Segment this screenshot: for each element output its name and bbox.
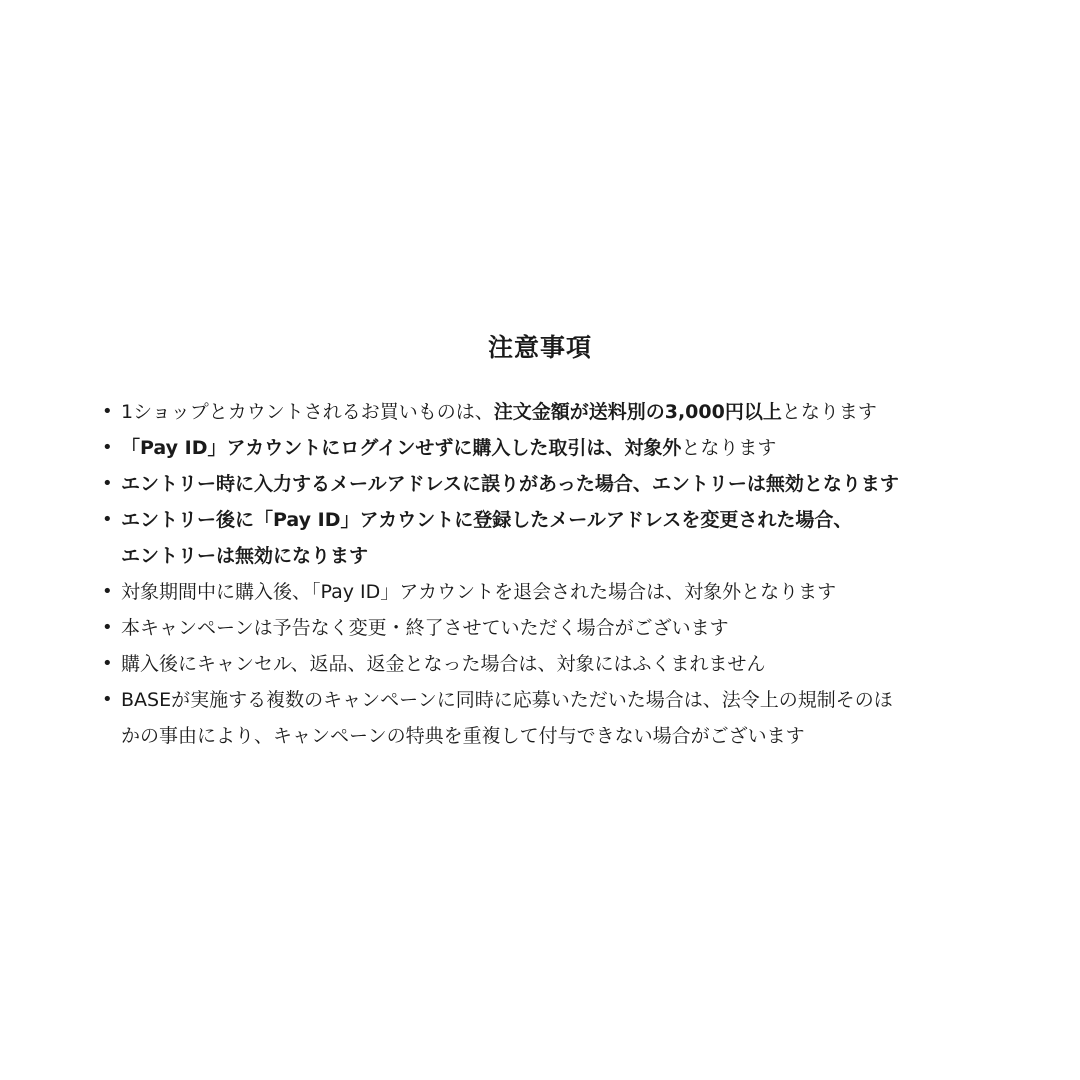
notice-text-bold: エントリー後に「Pay ID」アカウントに登録したメールアドレスを変更された場合、 [121, 509, 853, 531]
notice-text-bold: 注文金額が送料別の3,000円以上 [493, 401, 782, 423]
notice-text: となります [781, 401, 877, 423]
notice-text: となります [681, 437, 777, 459]
bullet-marker: • [102, 437, 113, 458]
notice-text: 1ショップとカウントされるお買いものは、 [121, 401, 494, 423]
notice-text-bold: エントリー時に入力するメールアドレスに誤りがあった場合、エントリーは無効となります [121, 473, 899, 495]
notice-item [102, 682, 1002, 754]
notice-text: 購入後にキャンセル、返品、返金となった場合は、対象にはふくまれません [121, 653, 766, 675]
bullet-marker: • [102, 653, 113, 674]
notice-item [102, 466, 1002, 502]
notice-item-line [121, 610, 1002, 646]
bullet-marker: • [102, 581, 113, 602]
notice-text: 対象期間中に購入後、「Pay ID」アカウントを退会された場合は、対象外となります [121, 581, 837, 603]
notice-item-line [121, 502, 1002, 538]
bullet-marker: • [102, 509, 113, 530]
notice-text: 本キャンペーンは予告なく変更・終了させていただく場合がございます [121, 617, 729, 639]
notice-item [102, 610, 1002, 646]
notice-item [102, 574, 1002, 610]
notice-list [102, 394, 1002, 754]
notice-item-line [121, 538, 1002, 574]
notice-item-line [121, 718, 1002, 754]
notice-item-line [121, 574, 1002, 610]
notice-item-line [121, 682, 1002, 718]
notice-item [102, 502, 1002, 574]
notice-item [102, 646, 1002, 682]
bullet-marker: • [102, 617, 113, 638]
bullet-marker: • [102, 401, 113, 422]
notice-text: BASEが実施する複数のキャンペーンに同時に応募いただいた場合は、法令上の規制そのほ [121, 689, 893, 711]
bullet-marker: • [102, 473, 113, 494]
notice-title: 注意事項 [487, 333, 592, 362]
notice-panel [0, 326, 1080, 747]
notice-item-line [121, 466, 1002, 502]
notice-text: かの事由により、キャンペーンの特典を重複して付与できない場合がございます [121, 725, 805, 747]
notice-text-bold: 「Pay ID」アカウントにログインせずに購入した取引は、対象外 [121, 437, 682, 459]
notice-item [102, 394, 1002, 430]
notice-item-line [121, 646, 1002, 682]
notice-item-line [121, 394, 1002, 430]
notice-item [102, 430, 1002, 466]
bullet-marker: • [102, 689, 113, 710]
notice-text-bold: エントリーは無効になります [121, 545, 369, 567]
notice-item-line [121, 430, 1002, 466]
